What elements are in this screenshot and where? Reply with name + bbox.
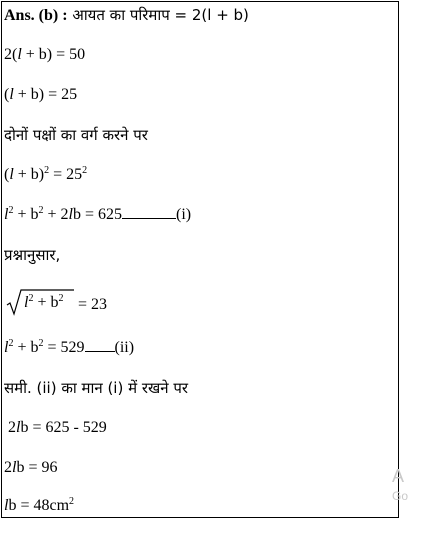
eq-part: b = 625 <box>72 206 122 223</box>
exponent: 2 <box>38 205 44 216</box>
eq-part: = 529 <box>43 339 85 356</box>
exponent: 2 <box>82 165 88 176</box>
var-l: l <box>9 166 14 183</box>
var-l: l <box>9 86 14 103</box>
squaring-note: दोनों पक्षों का वर्ग करने पर <box>4 126 148 144</box>
exponent: 2 <box>38 338 44 349</box>
var-l: l <box>4 339 9 356</box>
eq-part: + 2 <box>43 206 69 223</box>
eq-part: b = 625 - 529 <box>20 419 107 436</box>
watermark-text: Go <box>392 489 409 503</box>
equation-squared <box>4 165 87 185</box>
exponent: 2 <box>58 293 64 304</box>
radicand <box>24 293 63 313</box>
eq-part: + b) = 25 <box>13 86 78 103</box>
eq-part: ( <box>4 86 10 103</box>
answer-box <box>1 1 399 518</box>
var-l: l <box>68 206 73 223</box>
eq-part: = 25 <box>49 166 83 183</box>
var-l: l <box>24 294 29 311</box>
exponent: 2 <box>8 338 14 349</box>
var-l: l <box>16 419 21 436</box>
equation-area <box>4 496 74 516</box>
answer-prefix: Ans. (b) : <box>4 7 68 24</box>
var-l: l <box>4 497 9 514</box>
eq-part: 2 <box>4 459 12 476</box>
eq-part: + b <box>33 294 59 311</box>
var-l: l <box>4 206 9 223</box>
equation-half-perimeter <box>4 85 77 105</box>
sqrt-expression <box>6 287 76 317</box>
sqrt-result: = 23 <box>78 296 108 313</box>
exponent: 2 <box>8 205 14 216</box>
eq-part: 2( <box>4 46 18 63</box>
equation-subtract <box>8 418 107 438</box>
var-l: l <box>17 46 22 63</box>
perimeter-statement: आयत का परिमाप = 2(l + b) <box>67 6 249 24</box>
equation-2lb <box>4 458 57 478</box>
equation-label: (ii) <box>114 339 135 356</box>
exponent: 2 <box>69 496 75 507</box>
exponent: 2 <box>28 293 34 304</box>
eq-part: + b <box>13 206 39 223</box>
equation-label: (i) <box>176 206 192 223</box>
substitution-note: समी. (ii) का मान (i) में रखने पर <box>4 379 188 397</box>
blank-line <box>85 339 115 352</box>
eq-part: + b <box>13 339 39 356</box>
equation-perimeter <box>4 45 85 65</box>
eq-part: 2 <box>8 419 16 436</box>
eq-part: + b) <box>13 166 45 183</box>
exponent: 2 <box>44 165 50 176</box>
eq-part: ( <box>4 166 10 183</box>
eq-part: b = 96 <box>16 459 58 476</box>
eq-part: b = 48cm <box>8 497 70 514</box>
equation-ii <box>4 338 134 358</box>
blank-line <box>122 206 176 219</box>
watermark-text: A <box>392 466 405 486</box>
var-l: l <box>12 459 17 476</box>
according-to-question: प्रश्नानुसार, <box>4 246 61 264</box>
eq-part: + b) = 50 <box>21 46 86 63</box>
answer-heading <box>4 5 249 26</box>
equation-i <box>4 205 191 225</box>
